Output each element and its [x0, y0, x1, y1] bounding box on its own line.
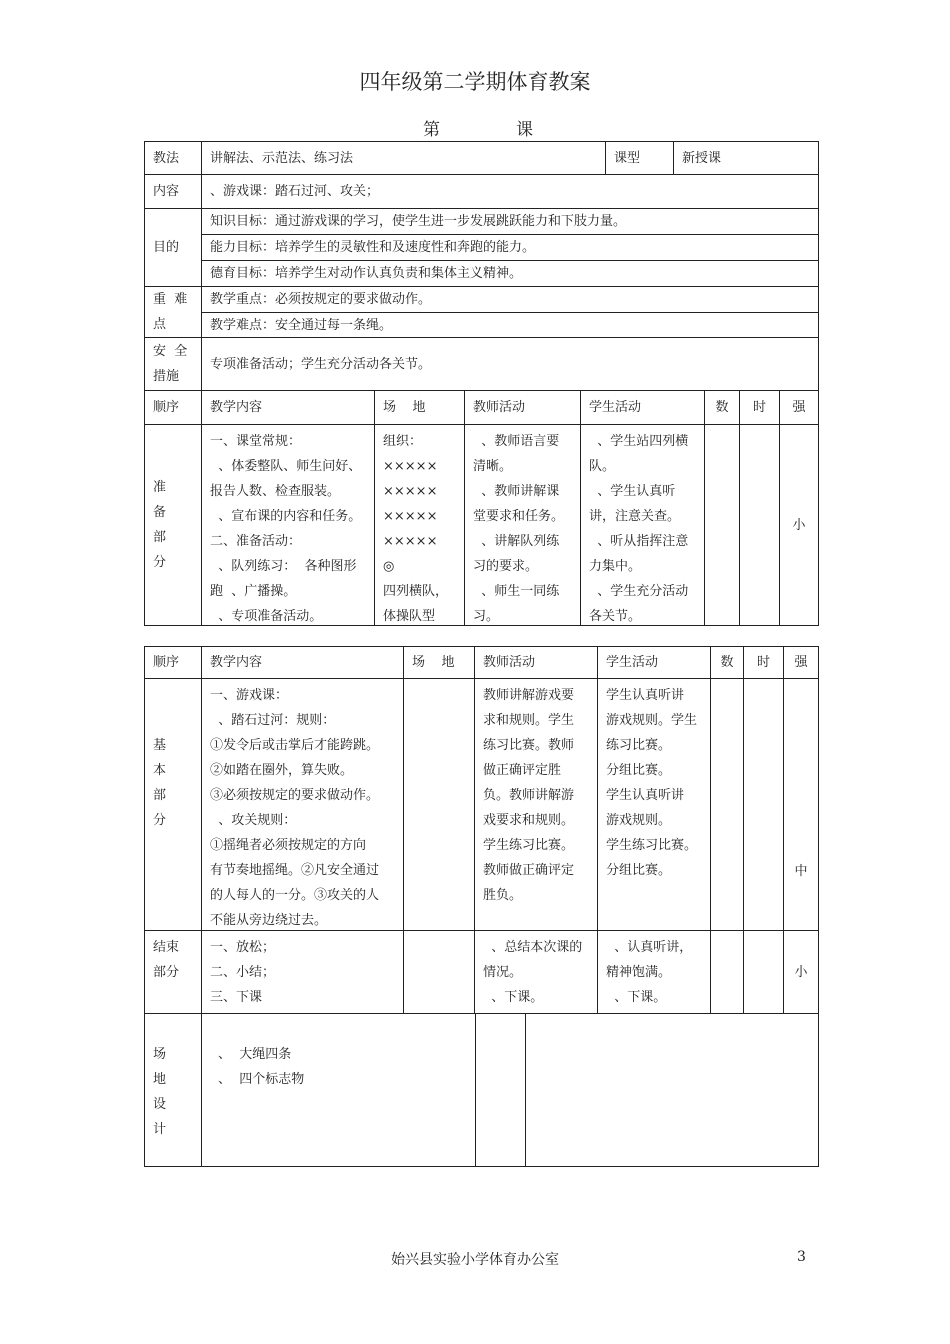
- basic-content-line: ③必须按规定的要求做动作。: [210, 788, 380, 803]
- basic-teacher-line: 练习比赛。教师: [483, 738, 575, 753]
- type-label: 课型: [606, 142, 674, 174]
- basic-student-line: 游戏规则。: [606, 813, 672, 828]
- key-label-line-2: 点: [153, 317, 167, 332]
- end-field: [404, 931, 475, 1013]
- prep-row: [145, 425, 819, 626]
- header-time: 时: [744, 647, 784, 678]
- basic-student-line: 练习比赛。: [606, 738, 672, 753]
- prep-content-line: 跑 、广播操。: [210, 584, 297, 599]
- safety-label-line-1: 安 全: [153, 344, 188, 359]
- basic-student-line: 分组比赛。: [606, 763, 672, 778]
- prep-label: [145, 425, 202, 625]
- header-content: 教学内容: [202, 391, 375, 424]
- site-diagram-area: [526, 1014, 819, 1166]
- prep-teacher-line: 、教师讲解课: [473, 484, 560, 499]
- basic-teacher-line: 求和规则。学生: [483, 713, 575, 728]
- goal-label: 目的: [145, 209, 202, 286]
- header-student: 学生活动: [598, 647, 711, 678]
- lesson-prefix: 第: [423, 120, 440, 140]
- prep-time: [740, 425, 780, 625]
- header-field: 场 地: [375, 391, 465, 424]
- end-label-line: 结束: [153, 940, 180, 955]
- header-count: 数: [705, 391, 740, 424]
- basic-count: [711, 679, 744, 930]
- end-label: [145, 931, 202, 1013]
- prep-content-line: 一、课堂常规：: [210, 434, 302, 449]
- safety-row: [145, 338, 819, 391]
- equipment-item: 、 四个标志物: [218, 1072, 305, 1087]
- header-intensity: 强: [784, 647, 819, 678]
- basic-content-line: ②如踏在圈外，算失败。: [210, 763, 354, 778]
- basic-label-char: 本: [153, 763, 167, 778]
- prep-label-char: 部: [153, 530, 167, 545]
- goals-list: [202, 209, 819, 286]
- basic-student-line: 学生练习比赛。: [606, 838, 698, 853]
- content-value: 、游戏课：踏石过河、攻关；: [202, 175, 819, 208]
- end-content-line: 一、放松；: [210, 940, 276, 955]
- prep-teacher-line: 清晰。: [473, 459, 513, 474]
- end-student-line: 、认真听讲，: [606, 940, 693, 955]
- prep-student-line: 力集中。: [589, 559, 642, 574]
- header-student: 学生活动: [581, 391, 705, 424]
- prep-intensity: 小: [780, 425, 819, 625]
- end-content: [202, 931, 404, 1013]
- goal-ability: 能力目标：培养学生的灵敏性和及速度性和奔跑的能力。: [202, 235, 818, 261]
- end-teacher-line: 、下课。: [483, 990, 544, 1005]
- key-label-line-1: 重 难: [153, 292, 188, 307]
- teacher-position-icon: ◎: [383, 559, 395, 574]
- basic-content-line: 有节奏地摇绳。②凡安全通过: [210, 863, 380, 878]
- prep-label-char: 分: [153, 555, 167, 570]
- basic-content-line: 的人每人的一分。③攻关的人: [210, 888, 380, 903]
- site-label-char: 地: [153, 1072, 167, 1087]
- goal-moral: 德育目标：培养学生对动作认真负责和集体主义精神。: [210, 266, 523, 281]
- end-teacher: [475, 931, 598, 1013]
- basic-content-line: 一、游戏课：: [210, 688, 289, 703]
- basic-teacher-line: 教师讲解游戏要: [483, 688, 575, 703]
- header-intensity: 强: [780, 391, 819, 424]
- formation-row: ×××××: [383, 509, 438, 524]
- prep-content-line: 、体委整队、师生问好、: [210, 459, 362, 474]
- basic-content-line: 、踏石过河：规则：: [210, 713, 336, 728]
- site-design-row: [145, 1014, 819, 1167]
- basic-content: [202, 679, 404, 930]
- header-order: 顺序: [145, 647, 202, 678]
- safety-value: 专项准备活动；学生充分活动各关节。: [202, 338, 819, 390]
- prep-teacher-line: 堂要求和任务。: [473, 509, 565, 524]
- prep-field-line: 组织：: [383, 434, 423, 449]
- key-points-row: [145, 287, 819, 338]
- end-teacher-line: 情况。: [483, 965, 523, 980]
- formation-row: ×××××: [383, 484, 438, 499]
- prep-content-line: 二、准备活动：: [210, 534, 302, 549]
- lesson-plan-table-2: [144, 646, 819, 1167]
- type-value: 新授课: [674, 142, 819, 174]
- prep-teacher: [465, 425, 581, 625]
- table-header-row: [145, 647, 819, 679]
- site-label-char: 设: [153, 1097, 167, 1112]
- basic-field: [404, 679, 475, 930]
- prep-label-char: 备: [153, 505, 167, 520]
- basic-teacher-line: 做正确评定胜: [483, 763, 562, 778]
- end-row: [145, 931, 819, 1014]
- prep-label-char: 准: [153, 480, 167, 495]
- end-content-line: 三、下课: [210, 990, 263, 1005]
- lesson-plan-table-1: [144, 141, 819, 626]
- table-header-row: [145, 391, 819, 425]
- formation-row: ×××××: [383, 534, 438, 549]
- prep-teacher-line: 习。: [473, 609, 500, 624]
- prep-content-line: 、队列练习： 各种图形: [210, 559, 357, 574]
- prep-field: [375, 425, 465, 625]
- site-blank-narrow: [476, 1014, 526, 1166]
- lesson-suffix: 课: [516, 120, 533, 140]
- end-time: [744, 931, 784, 1013]
- equipment-item: 、 大绳四条: [218, 1047, 292, 1062]
- header-teacher: 教师活动: [475, 647, 598, 678]
- basic-teacher-line: 戏要求和规则。: [483, 813, 575, 828]
- basic-student-line: 学生认真听讲: [606, 688, 685, 703]
- formation-row: ×××××: [383, 459, 438, 474]
- prep-field-line: 体操队型: [383, 609, 436, 624]
- goals-row: [145, 209, 819, 287]
- page-number: 3: [797, 1249, 806, 1265]
- goal-knowledge: 知识目标：通过游戏课的学习，使学生进一步发展跳跃能力和下肢力量。: [202, 209, 818, 235]
- basic-teacher-line: 胜负。: [483, 888, 523, 903]
- basic-teacher-line: 负。教师讲解游: [483, 788, 575, 803]
- end-label-line: 部分: [153, 965, 180, 980]
- header-count: 数: [711, 647, 744, 678]
- basic-row: [145, 679, 819, 931]
- method-row: [145, 142, 819, 175]
- header-content: 教学内容: [202, 647, 404, 678]
- prep-teacher-line: 习的要求。: [473, 559, 539, 574]
- prep-student-line: 、学生认真听: [589, 484, 676, 499]
- prep-field-line: 四列横队，: [383, 584, 449, 599]
- basic-content-line: 不能从旁边绕过去。: [210, 913, 328, 928]
- content-row: [145, 175, 819, 209]
- basic-teacher-line: 学生练习比赛。: [483, 838, 575, 853]
- end-student: [598, 931, 711, 1013]
- basic-student-line: 分组比赛。: [606, 863, 672, 878]
- header-field: 场 地: [404, 647, 475, 678]
- basic-teacher: [475, 679, 598, 930]
- footer-text: 始兴县实验小学体育办公室: [391, 1252, 559, 1268]
- basic-label-char: 部: [153, 788, 167, 803]
- key-points-list: [202, 287, 819, 337]
- site-label: [145, 1014, 202, 1166]
- prep-content-line: 、专项准备活动。: [210, 609, 323, 624]
- safety-label: [145, 338, 202, 390]
- basic-label-char: 基: [153, 738, 167, 753]
- prep-count: [705, 425, 740, 625]
- prep-teacher-line: 、师生一同练: [473, 584, 560, 599]
- safety-label-line-2: 措施: [153, 369, 180, 384]
- end-intensity: 小: [784, 931, 819, 1013]
- prep-student-line: 、学生站四列横: [589, 434, 689, 449]
- end-teacher-line: 、总结本次课的: [483, 940, 583, 955]
- prep-student-line: 各关节。: [589, 609, 642, 624]
- site-equipment: [202, 1014, 476, 1166]
- site-label-char: 计: [153, 1122, 167, 1137]
- prep-student-line: 、听从指挥注意: [589, 534, 689, 549]
- method-value: 讲解法、示范法、练习法: [202, 142, 606, 174]
- basic-content-line: ①发令后或击掌后才能跨跳。: [210, 738, 380, 753]
- basic-label: [145, 679, 202, 930]
- lesson-number: [423, 115, 533, 140]
- basic-label-char: 分: [153, 813, 167, 828]
- header-time: 时: [740, 391, 780, 424]
- key-point: 教学重点：必须按规定的要求做动作。: [202, 287, 818, 313]
- prep-student-line: 讲，注意关查。: [589, 509, 681, 524]
- prep-content: [202, 425, 375, 625]
- header-order: 顺序: [145, 391, 202, 424]
- prep-student-line: 队。: [589, 459, 616, 474]
- basic-intensity: 中: [784, 679, 819, 930]
- end-content-line: 二、小结；: [210, 965, 276, 980]
- basic-student: [598, 679, 711, 930]
- site-label-char: 场: [153, 1047, 167, 1062]
- difficult-point: 教学难点：安全通过每一条绳。: [210, 318, 393, 333]
- basic-student-line: 学生认真听讲: [606, 788, 685, 803]
- prep-student-line: 、学生充分活动: [589, 584, 689, 599]
- basic-time: [744, 679, 784, 930]
- end-count: [711, 931, 744, 1013]
- prep-content-line: 、宣布课的内容和任务。: [210, 509, 362, 524]
- prep-teacher-line: 、讲解队列练: [473, 534, 560, 549]
- basic-content-line: 、攻关规则：: [210, 813, 297, 828]
- method-label: 教法: [145, 142, 202, 174]
- page-title: 四年级第二学期体育教案: [359, 70, 591, 94]
- end-student-line: 、下课。: [606, 990, 667, 1005]
- content-label: 内容: [145, 175, 202, 208]
- prep-student: [581, 425, 705, 625]
- key-label: [145, 287, 202, 337]
- prep-content-line: 报告人数、检查服装。: [210, 484, 341, 499]
- end-student-line: 精神饱满。: [606, 965, 672, 980]
- prep-teacher-line: 、教师语言要: [473, 434, 560, 449]
- header-teacher: 教师活动: [465, 391, 581, 424]
- basic-student-line: 游戏规则。学生: [606, 713, 698, 728]
- basic-teacher-line: 教师做正确评定: [483, 863, 575, 878]
- basic-content-line: ①摇绳者必须按规定的方向: [210, 838, 367, 853]
